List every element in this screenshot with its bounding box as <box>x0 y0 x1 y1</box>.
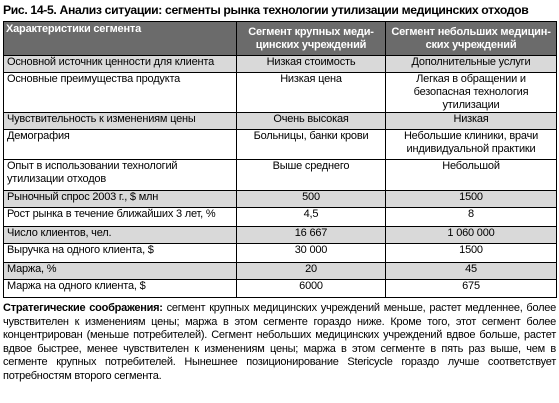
table-row <box>4 113 557 130</box>
small-segment-value: 8 <box>386 208 557 227</box>
large-segment-value: Выше среднего <box>237 160 386 191</box>
large-segment-value: 6000 <box>237 280 386 298</box>
table-row <box>4 160 557 191</box>
note-text: сегмент крупных медицинских учреждений меньше, растет медленнее, более чувствителен к изменениям цены; маржа в этом сегменте гораздо ниже. Кроме того, этот сегмент более концентрирован (меньше потребителей). Сегмент небольших медицинских учреждений вдвое больше, растет вдвое быстрее, менее чувствителен к изменениям цены; маржа в этом сегменте в пять раз выше, чем в сегменте крупных потребителей. Нынешнее позиционирование Stericycle гораздо лучше соответствует потребностям второго сегмента. <box>3 302 556 382</box>
small-segment-value: 1500 <box>386 191 557 208</box>
table-row <box>4 280 557 298</box>
row-label: Основной источник ценности для клиента <box>4 56 237 73</box>
table-row <box>4 73 557 113</box>
large-segment-value: 20 <box>237 263 386 280</box>
note-lead: Стратегические соображения: <box>3 302 163 314</box>
header-large-segment: Сегмент крупных меди-цинских учреждений <box>237 22 386 56</box>
strategic-note <box>3 302 556 383</box>
row-label: Рост рынка в течение ближайших 3 лет, % <box>4 208 237 227</box>
row-label: Рыночный спрос 2003 г., $ млн <box>4 191 237 208</box>
table-row <box>4 244 557 263</box>
table-row <box>4 56 557 73</box>
table-row <box>4 191 557 208</box>
segment-table <box>3 21 557 298</box>
small-segment-value: 1500 <box>386 244 557 263</box>
header-small-segment: Сегмент небольших медицин-ских учреждений <box>386 22 557 56</box>
small-segment-value: Небольшие клиники, врачи индивидуальной практики <box>386 130 557 160</box>
large-segment-value: Больницы, банки крови <box>237 130 386 160</box>
header-characteristics: Характеристики сегмента <box>4 22 237 56</box>
row-label: Число клиентов, чел. <box>4 227 237 244</box>
row-label: Демография <box>4 130 237 160</box>
table-body <box>4 56 557 298</box>
large-segment-value: Очень высокая <box>237 113 386 130</box>
row-label: Опыт в использовании технологий утилизации отходов <box>4 160 237 191</box>
row-label: Маржа на одного клиента, $ <box>4 280 237 298</box>
row-label: Маржа, % <box>4 263 237 280</box>
small-segment-value: Низкая <box>386 113 557 130</box>
small-segment-value: 675 <box>386 280 557 298</box>
large-segment-value: 16 667 <box>237 227 386 244</box>
table-header-row <box>4 22 557 56</box>
figure-title: Рис. 14-5. Анализ ситуации: сегменты рынка технологии утилизации медицинских отходов <box>3 3 529 17</box>
small-segment-value: Легкая в обращении и безопасная технология утилизации <box>386 73 557 113</box>
small-segment-value: 45 <box>386 263 557 280</box>
large-segment-value: 30 000 <box>237 244 386 263</box>
small-segment-value: Дополнительные услуги <box>386 56 557 73</box>
small-segment-value: Небольшой <box>386 160 557 191</box>
row-label: Чувствительность к изменениям цены <box>4 113 237 130</box>
small-segment-value: 1 060 000 <box>386 227 557 244</box>
table-row <box>4 263 557 280</box>
table-row <box>4 130 557 160</box>
table-row <box>4 208 557 227</box>
large-segment-value: Низкая цена <box>237 73 386 113</box>
large-segment-value: 500 <box>237 191 386 208</box>
row-label: Выручка на одного клиента, $ <box>4 244 237 263</box>
large-segment-value: Низкая стоимость <box>237 56 386 73</box>
row-label: Основные преимущества продукта <box>4 73 237 113</box>
table-row <box>4 227 557 244</box>
large-segment-value: 4,5 <box>237 208 386 227</box>
